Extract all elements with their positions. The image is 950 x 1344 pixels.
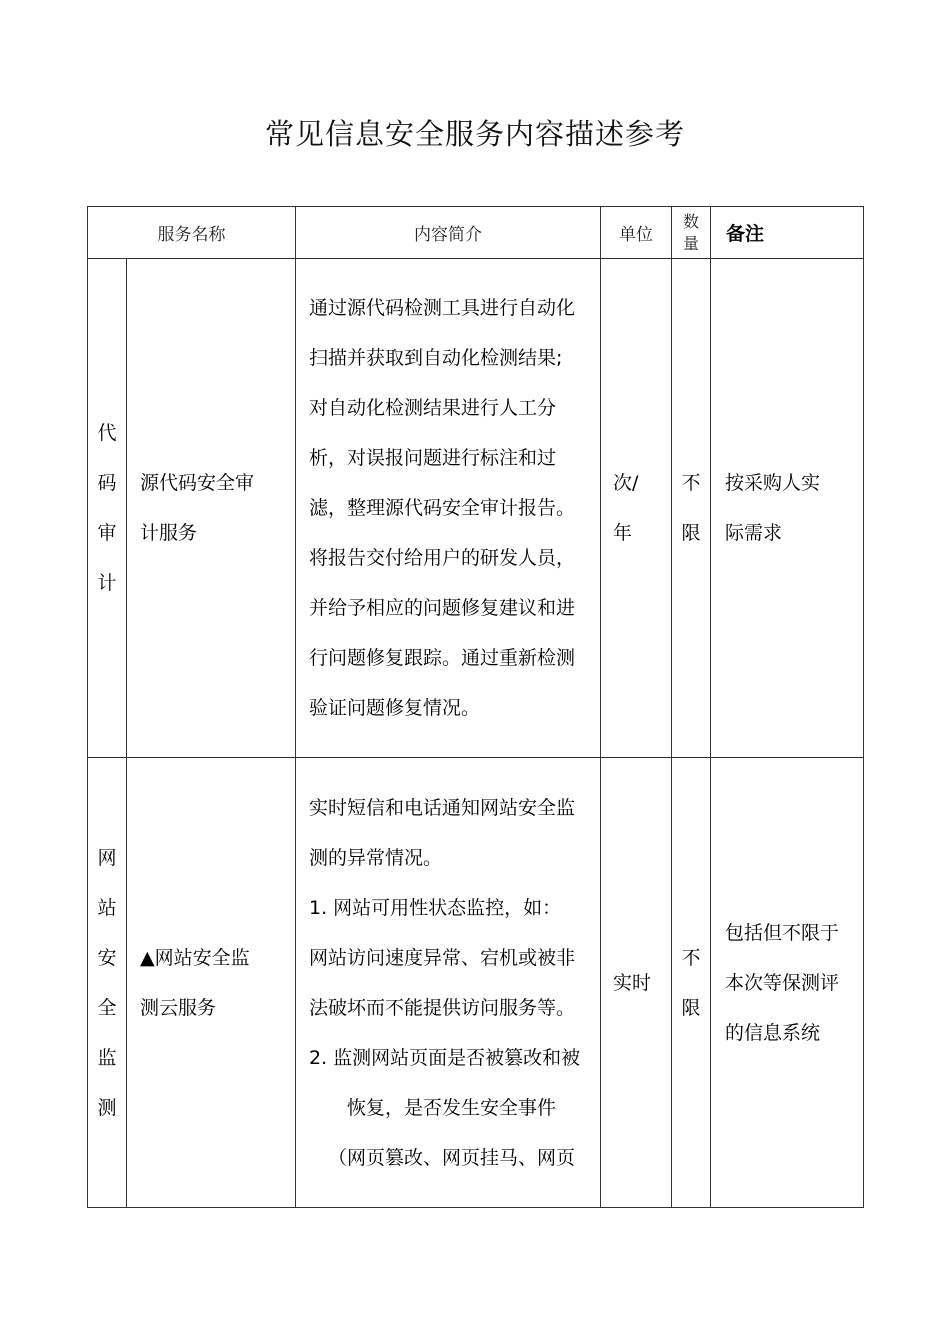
description-line: 析，对误报问题进行标注和过: [309, 447, 557, 469]
description-line: 验证问题修复情况。: [309, 697, 481, 719]
category-char: 全: [97, 996, 117, 1019]
unit-cell: 实时: [601, 758, 672, 1208]
category-cell: [88, 758, 127, 1208]
remark-line: 按采购人实: [725, 472, 821, 494]
description-line: 1. 网站可用性状态监控，如：: [309, 896, 562, 919]
description-line: 行问题修复跟踪。通过重新检测: [309, 647, 576, 669]
description-cell: [296, 758, 601, 1208]
category-char: 计: [97, 572, 117, 594]
quantity-cell: [672, 758, 711, 1208]
description-line: 恢复，是否发生安全事件: [346, 1096, 556, 1119]
header-unit: 单位: [601, 207, 672, 259]
service-name-cell: [127, 758, 296, 1208]
description-line: 网站访问速度异常、宕机或被非: [309, 946, 576, 969]
category-char: 站: [97, 896, 117, 919]
table-header-row: [88, 207, 864, 259]
service-name-line: ▲网站安全监: [140, 946, 250, 969]
remark-cell: [711, 259, 864, 758]
header-quantity-line1: 数: [682, 211, 699, 231]
page-title: 常见信息安全服务内容描述参考: [264, 117, 685, 151]
description-line: 测的异常情况。: [309, 846, 443, 869]
category-cell: [88, 259, 127, 758]
category-char: 安: [97, 946, 117, 969]
description-cell: [296, 259, 601, 758]
category-char: 审: [97, 522, 117, 544]
description-line: 通过源代码检测工具进行自动化: [309, 297, 576, 319]
header-description: 内容简介: [296, 207, 601, 259]
remark-cell: [711, 758, 864, 1208]
unit-line: 年: [613, 522, 633, 544]
description-line: （网页篡改、网页挂马、网页: [327, 1146, 575, 1169]
remark-line: 的信息系统: [725, 1021, 821, 1044]
description-line: 滤，整理源代码安全审计报告。: [309, 497, 576, 519]
service-name-line: 测云服务: [140, 996, 217, 1019]
quantity-line: 不: [681, 946, 701, 969]
table-row: [88, 259, 864, 758]
category-char: 代: [97, 422, 117, 444]
header-quantity: [672, 207, 711, 259]
service-name-line: 源代码安全审: [140, 472, 255, 494]
description-line: 对自动化检测结果进行人工分: [309, 397, 557, 419]
quantity-line: 限: [681, 996, 701, 1019]
remark-line: 本次等保测评: [725, 971, 840, 994]
header-remark: 备注: [711, 207, 864, 259]
remark-line: 际需求: [725, 522, 783, 544]
service-name-line: 计服务: [140, 522, 198, 544]
table-row: [88, 758, 864, 1208]
unit-cell: [601, 259, 672, 758]
quantity-line: 限: [681, 522, 701, 544]
service-table: [87, 206, 864, 1208]
header-quantity-line2: 量: [682, 233, 699, 253]
category-char: 网: [97, 846, 117, 869]
quantity-line: 不: [681, 472, 701, 494]
description-line: 并给予相应的问题修复建议和进: [309, 597, 576, 619]
remark-line: 包括但不限于: [725, 921, 840, 944]
description-line: 扫描并获取到自动化检测结果;: [309, 347, 563, 369]
quantity-cell: [672, 259, 711, 758]
category-char: 码: [97, 472, 117, 494]
description-line: 2. 监测网站页面是否被篡改和被: [309, 1046, 581, 1069]
category-char: 测: [97, 1096, 117, 1119]
category-char: 监: [97, 1046, 117, 1069]
service-name-cell: [127, 259, 296, 758]
header-service-name: 服务名称: [88, 207, 296, 259]
description-line: 实时短信和电话通知网站安全监: [309, 796, 576, 819]
unit-line: 次/: [613, 472, 639, 494]
description-line: 将报告交付给用户的研发人员，: [309, 547, 576, 569]
description-line: 法破坏而不能提供访问服务等。: [309, 996, 576, 1019]
